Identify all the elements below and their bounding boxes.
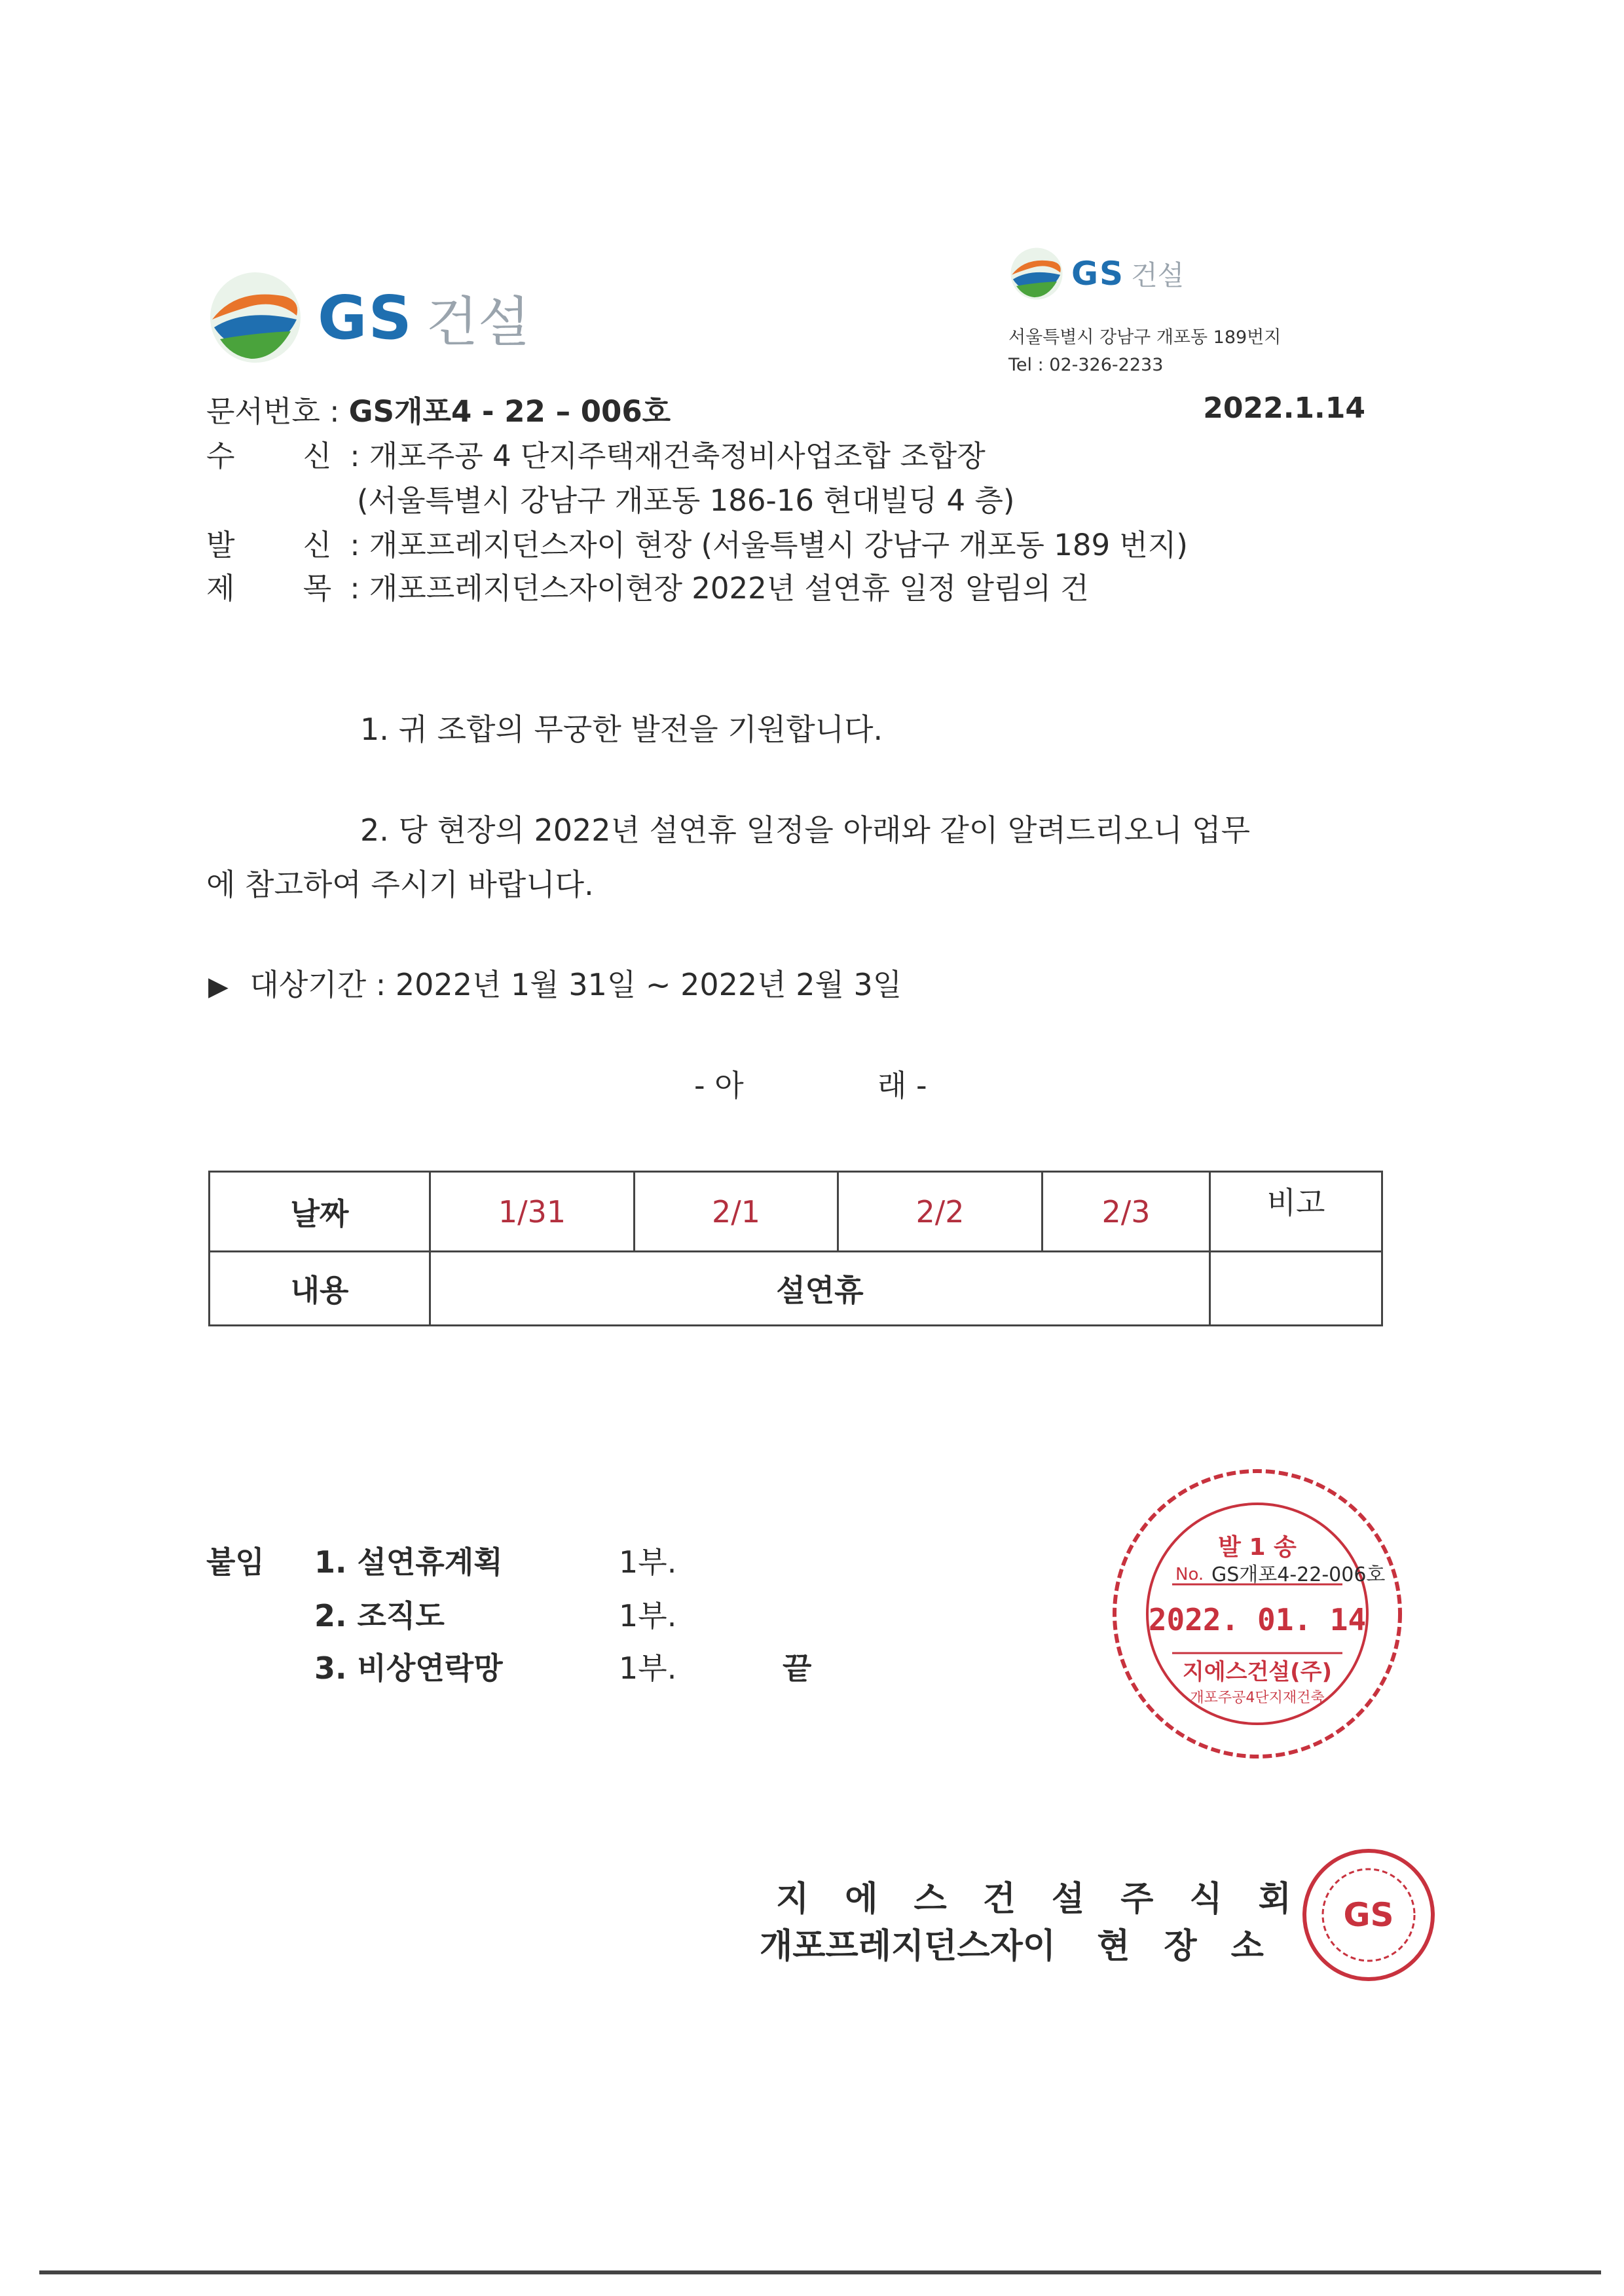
page-bottom-rule xyxy=(39,2270,1601,2274)
remarks-header: 비고 xyxy=(1210,1172,1382,1252)
gs-swirl-icon xyxy=(206,268,304,367)
below-heading-left: - 아 xyxy=(694,1068,744,1103)
gs-logo-large xyxy=(206,268,530,367)
content-cell: 설연휴 xyxy=(430,1252,1210,1326)
triangle-bullet-icon: ▶ xyxy=(208,972,229,1002)
sender-value: 개포프레지던스자이 현장 (서울특별시 강남구 개포동 189 번지) xyxy=(369,528,1188,562)
company-tel: Tel : 02-326-2233 xyxy=(1008,355,1164,375)
attachment-item-2: 2. 조직도 xyxy=(314,1598,445,1633)
recipient-label: 수 신 xyxy=(206,439,332,473)
period-value: 2022년 1월 31일 ~ 2022년 2월 3일 xyxy=(395,967,902,1002)
content-row-label: 내용 xyxy=(210,1252,430,1326)
signature-site-title: 현장소 xyxy=(1097,1927,1298,1966)
stamp-title: 발 1 송 xyxy=(1218,1534,1297,1561)
signature-site-name: 개포프레지던스자이 xyxy=(760,1927,1056,1966)
sender-line: 발 신 : 개포프레지던스자이 현장 (서울특별시 강남구 개포동 189 번지) xyxy=(206,524,1188,567)
stamp-company: 지에스건설(주) xyxy=(1182,1659,1333,1685)
recipient-value: 개포주공 4 단지주택재건축정비사업조합 조합장 xyxy=(369,439,986,473)
gs-logo-small xyxy=(1008,246,1184,302)
attachment-item-3: 3. 비상연락망 xyxy=(314,1650,503,1686)
company-address: 서울특별시 강남구 개포동 189번지 xyxy=(1008,327,1282,348)
gs-swirl-small-icon xyxy=(1008,246,1065,302)
doc-number-label: 문서번호 xyxy=(206,394,320,429)
below-heading-right: 래 - xyxy=(877,1068,927,1103)
attachment-qty-3: 1부. xyxy=(619,1650,677,1686)
date-cell-4: 2/3 xyxy=(1043,1172,1210,1252)
recipient-line: 수 신 : 개포주공 4 단지주택재건축정비사업조합 조합장 xyxy=(206,435,986,478)
logo-gs-text: GS xyxy=(318,282,413,353)
table-row xyxy=(210,1172,1382,1252)
end-mark: 끝 xyxy=(783,1650,812,1686)
attachment-qty-2: 1부. xyxy=(619,1598,677,1633)
stamp-date: 2022. 01. 14 xyxy=(1148,1602,1367,1637)
doc-number-value: GS개포4 - 22 – 006호 xyxy=(348,394,671,429)
seal-text: GS xyxy=(1343,1896,1394,1934)
logo-kr-text: 건설 xyxy=(426,291,530,354)
signature-site-line xyxy=(760,1918,1298,1967)
period-line: ▶ 대상기간 : 2022년 1월 31일 ~ 2022년 2월 3일 xyxy=(208,967,902,1002)
subject-value: 개포프레지던스자이현장 2022년 설연휴 일정 알림의 건 xyxy=(369,571,1089,606)
paragraph-1: 1. 귀 조합의 무궁한 발전을 기원합니다. xyxy=(360,712,883,747)
doc-number-line: 문서번호 : GS개포4 - 22 – 006호 xyxy=(206,394,671,429)
period-label: 대상기간 xyxy=(249,967,367,1002)
paragraph-2-line-2: 에 참고하여 주시기 바랍니다. xyxy=(206,867,594,902)
paragraph-2-line-1: 2. 당 현장의 2022년 설연휴 일정을 아래와 같이 알려드리오니 업무 xyxy=(360,812,1251,848)
date-row-label: 날짜 xyxy=(210,1172,430,1252)
date-cell-2: 2/1 xyxy=(635,1172,838,1252)
doc-date: 2022.1.14 xyxy=(1203,392,1365,425)
date-cell-1: 1/31 xyxy=(430,1172,635,1252)
subject-line: 제 목 : 개포프레지던스자이현장 2022년 설연휴 일정 알림의 건 xyxy=(206,567,1089,610)
attachment-item-1: 1. 설연휴계획 xyxy=(314,1544,503,1580)
registry-stamp xyxy=(1107,1463,1408,1764)
company-seal xyxy=(1300,1846,1437,1984)
stamp-site: 개포주공4단지재건축 xyxy=(1190,1690,1325,1706)
logo-small-gs-text: GS xyxy=(1071,255,1125,293)
holiday-schedule-table xyxy=(208,1171,1383,1326)
attachments-label: 붙임 xyxy=(206,1544,265,1580)
stamp-no-prefix: No. xyxy=(1175,1565,1204,1584)
stamp-number: GS개포4-22-006호 xyxy=(1211,1563,1386,1586)
subject-label: 제 목 xyxy=(206,571,332,606)
date-cell-3: 2/2 xyxy=(838,1172,1043,1252)
logo-small-kr-text: 건설 xyxy=(1131,259,1185,291)
signature-company: 지에스건설주식회 xyxy=(776,1880,1327,1919)
table-row xyxy=(210,1252,1382,1326)
sender-label: 발 신 xyxy=(206,528,332,562)
recipient-address: (서울특별시 강남구 개포동 186-16 현대빌딩 4 층) xyxy=(357,483,1015,518)
attachment-qty-1: 1부. xyxy=(619,1544,677,1580)
remarks-cell xyxy=(1210,1252,1382,1326)
